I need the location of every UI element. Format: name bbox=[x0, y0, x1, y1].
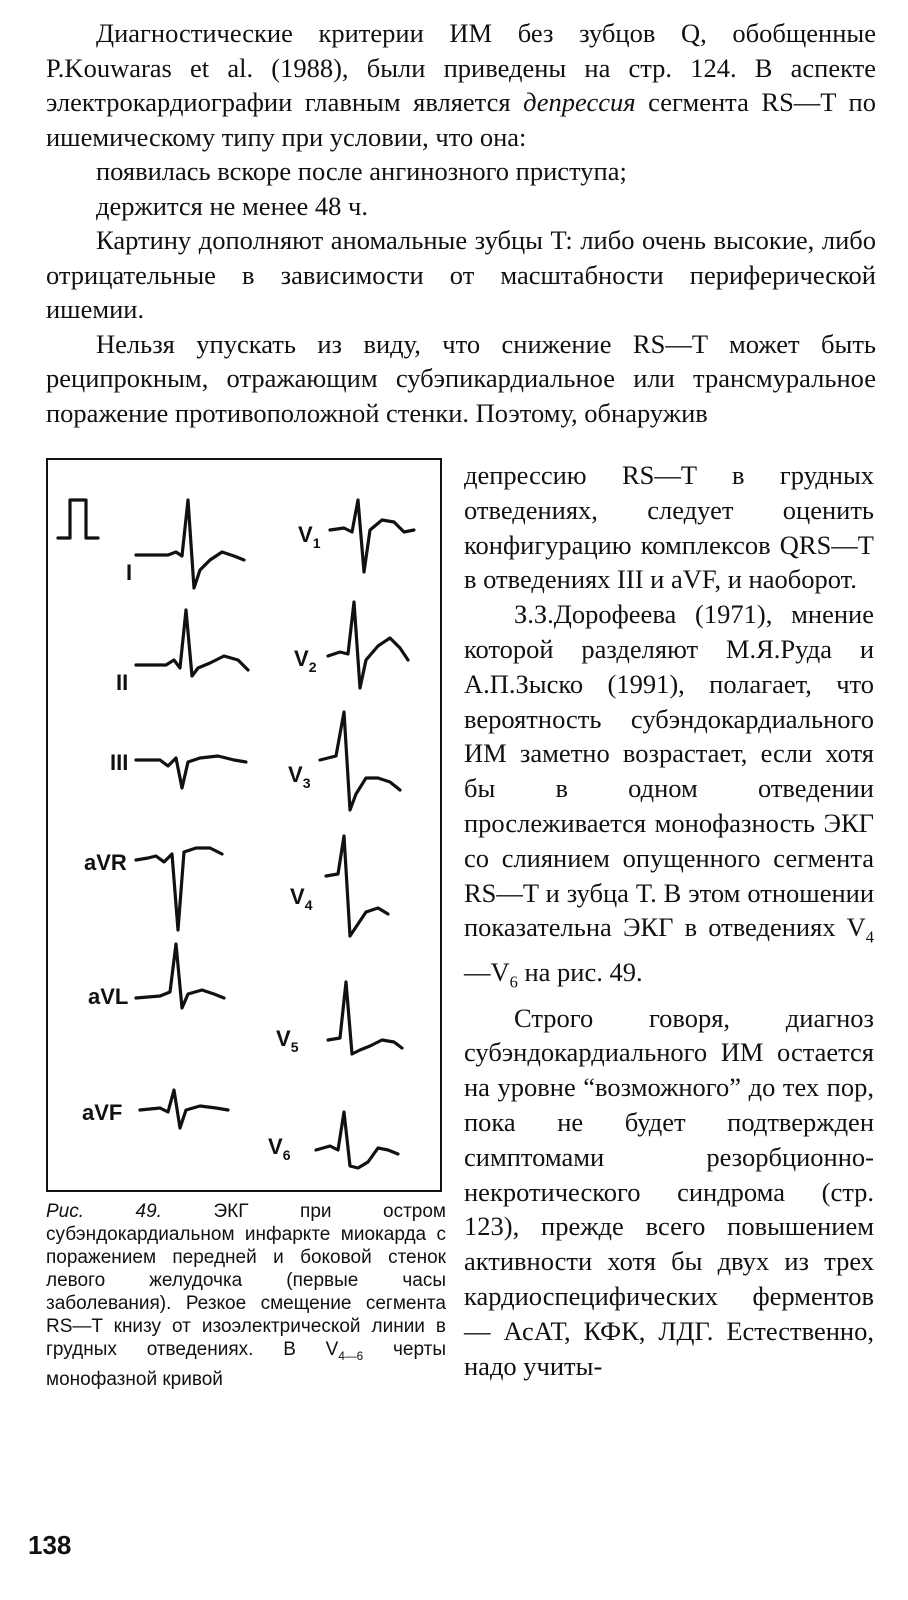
caption-label: Рис. 49. bbox=[46, 1201, 162, 1222]
list-item-2: держится не менее 48 ч. bbox=[96, 190, 368, 221]
label-lead-V2: $V_2$ bbox=[294, 646, 317, 675]
trace-lead-aVR bbox=[136, 848, 222, 930]
list-item-1: появилась вскоре после ангинозного приступа; bbox=[96, 156, 627, 186]
trace-lead-V3 bbox=[320, 712, 400, 810]
ecg-traces bbox=[48, 460, 440, 1190]
paragraph-1: Диагностические критерии ИМ без зубцов Q, обобщенные P.Kouwaras et al. (1988), были приведены на стр. 124. В аспекте электрокардиографии главным является депрессия сегмента RS—T по ишемическому типу при условии, что она: bbox=[46, 18, 876, 152]
trace-lead-V6 bbox=[316, 1112, 398, 1168]
label-lead-aVL: aVL bbox=[88, 984, 129, 1009]
label-lead-V6: $V_6$ bbox=[268, 1134, 291, 1163]
trace-lead-V2 bbox=[328, 602, 408, 688]
trace-lead-III bbox=[136, 756, 246, 788]
label-lead-V1: $V_1$ bbox=[298, 522, 321, 551]
label-lead-V5: $V_5$ bbox=[276, 1026, 299, 1055]
label-lead-V3: $V_3$ bbox=[288, 762, 311, 791]
trace-lead-V5 bbox=[328, 982, 402, 1054]
label-lead-aVF: aVF bbox=[82, 1100, 123, 1125]
label-lead-I: I bbox=[126, 560, 133, 585]
paragraph-3: Нельзя упускать из виду, что снижение RS—T может быть реципрокным, отражающим субэпикардиальное или трансмуральное поражение противоположной стенки. Поэтому, обнаружив bbox=[46, 328, 876, 428]
page-number: 138 bbox=[28, 1530, 72, 1560]
calibration-pulse bbox=[58, 500, 98, 538]
right-paragraph-3: Строго говоря, диагноз субэндокардиального ИМ остается на уровне “возможного” до тех пор, пока не будет подтвержден симптомами резорбционно-некротического синдрома (стр. 123), прежде всего повышением активности хотя бы двух из трех кардиоспецифических ферментов — АсАТ, КФК, ЛДГ. Естественно, надо учиты- bbox=[464, 1002, 874, 1381]
figure-49 bbox=[46, 458, 446, 1391]
right-paragraph-2: З.З.Дорофеева (1971), мнение которой разделяют М.Я.Руда и А.П.Зыско (1991), полагает, что вероятность субэндокардиального ИМ заметно возрастает, если хотя бы в одном отведении прослеживается монофазность ЭКГ со слиянием опущенного сегмента RS—T и зубца T. В этом отношении показательна ЭКГ в отведениях $V_4—V_6$ на рис. 49. bbox=[464, 599, 875, 992]
trace-lead-aVF bbox=[140, 1090, 228, 1128]
trace-lead-II bbox=[136, 610, 248, 676]
label-lead-V4: $V_4$ bbox=[290, 884, 313, 913]
right-paragraph-1: депрессию RS—T в грудных отведениях, следует оценить конфигурацию комплексов QRS—T в отведениях III и aVF, и наоборот. bbox=[464, 460, 874, 595]
label-lead-aVR: aVR bbox=[84, 850, 127, 875]
trace-lead-V4 bbox=[326, 836, 388, 936]
emphasis-depression: депрессия bbox=[523, 87, 636, 117]
figure-caption: Рис. 49. ЭКГ при остром субэндокардиальном инфаркте миокарда с поражением передней и боковой стенок левого желудочка (первые часы заболевания). Резкое смещение сегмента RS—T книзу от изоэлектрической линии в грудных отведениях. В $V_{4—6}$ черты монофазной кривой bbox=[46, 1201, 446, 1390]
right-column-text bbox=[464, 458, 874, 1383]
ecg-figure-frame bbox=[46, 458, 442, 1192]
trace-lead-V1 bbox=[330, 500, 414, 572]
paragraph-2: Картину дополняют аномальные зубцы T: либо очень высокие, либо отрицательные в зависимости от масштабности периферической ишемии. bbox=[46, 225, 876, 324]
page-content bbox=[46, 16, 876, 1390]
trace-lead-aVL bbox=[136, 944, 224, 1008]
trace-lead-I bbox=[136, 500, 244, 588]
label-lead-II: II bbox=[116, 670, 129, 695]
label-lead-III: III bbox=[110, 750, 129, 775]
